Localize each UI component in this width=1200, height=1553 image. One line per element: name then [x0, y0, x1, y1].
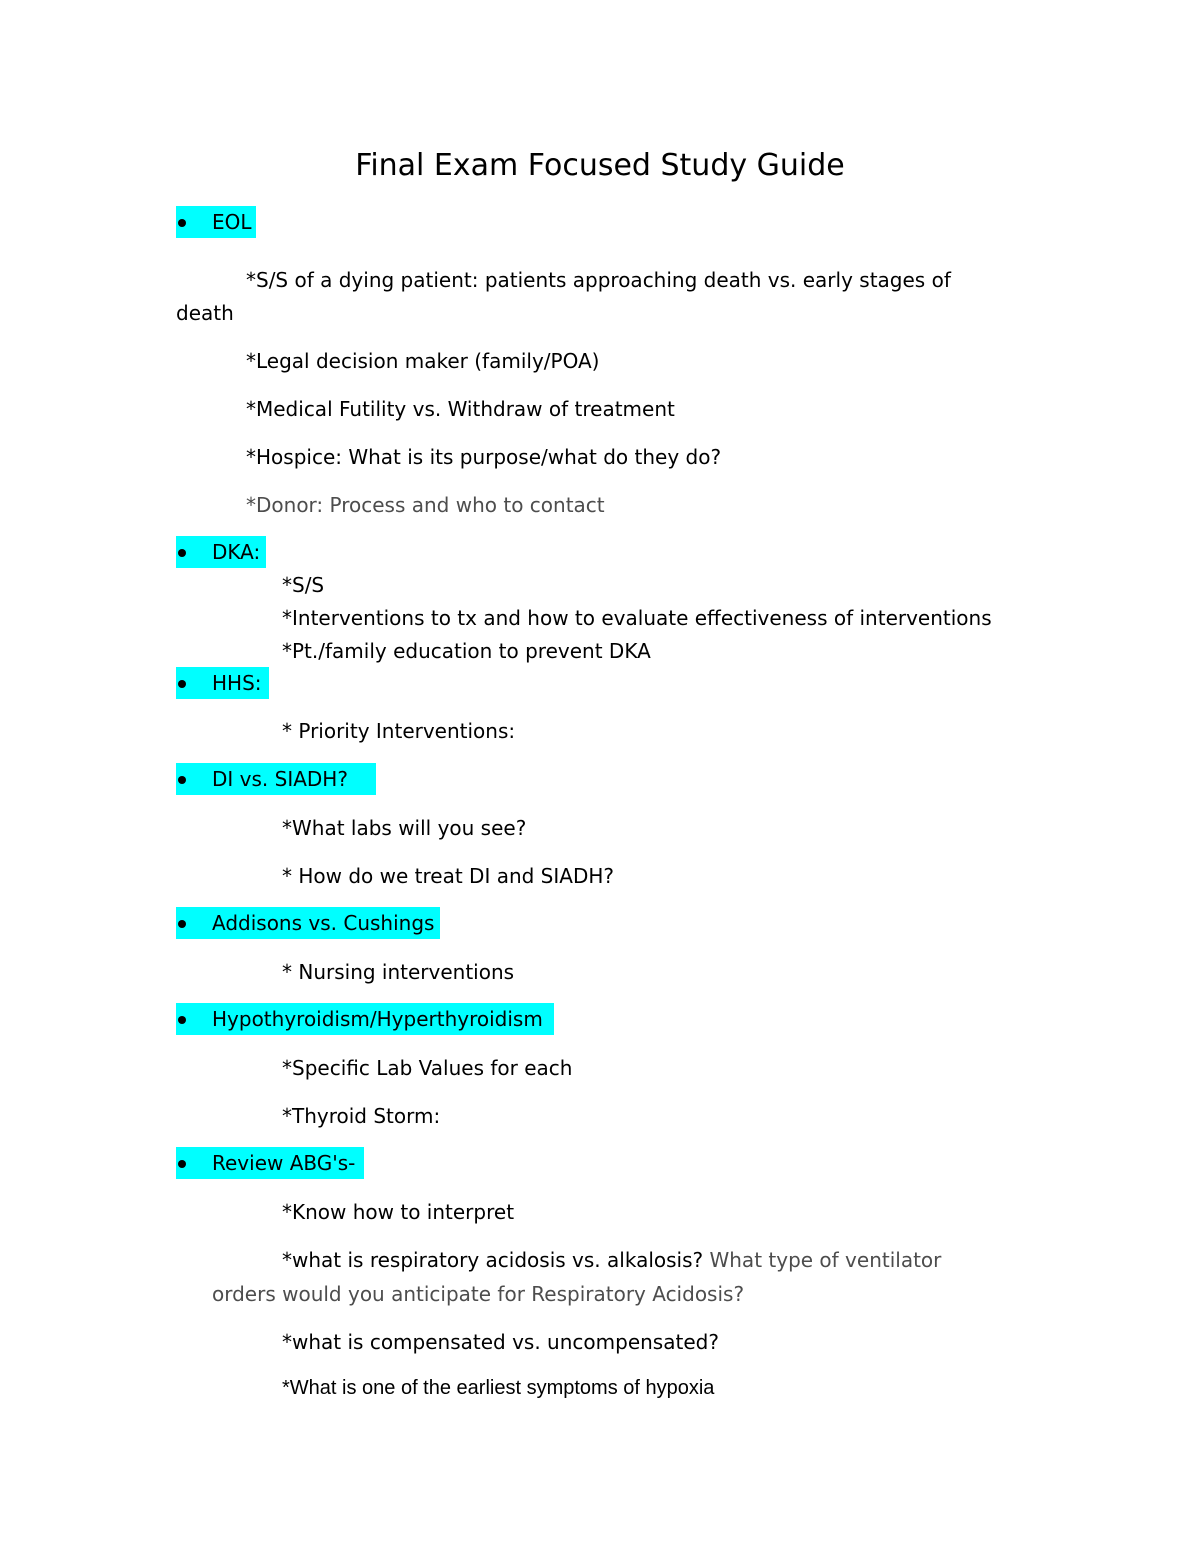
list-item: *Interventions to tx and how to evaluate effectiveness of interventions — [282, 606, 992, 630]
bullet-icon — [178, 1160, 186, 1168]
bullet-icon — [178, 776, 186, 784]
bullet-icon — [178, 549, 186, 557]
list-item: *what is compensated vs. uncompensated? — [282, 1330, 719, 1354]
bullet-icon — [178, 920, 186, 928]
list-item: *S/S of a dying patient: patients approaching death vs. early stages of — [246, 268, 951, 292]
list-item: * How do we treat DI and SIADH? — [282, 864, 615, 888]
list-item-part: *what is respiratory acidosis vs. alkalosis? — [282, 1248, 704, 1272]
list-item: * Priority Interventions: — [282, 719, 516, 743]
bullet-icon — [178, 680, 186, 688]
list-item: *Pt./family education to prevent DKA — [282, 639, 651, 663]
list-item: *Thyroid Storm: — [282, 1104, 441, 1128]
section-heading: DKA: — [212, 540, 261, 564]
list-item: *Specific Lab Values for each — [282, 1056, 573, 1080]
list-item: *S/S — [282, 573, 325, 597]
list-item: *Donor: Process and who to contact — [246, 493, 605, 517]
list-item: *Legal decision maker (family/POA) — [246, 349, 600, 373]
list-item: * Nursing interventions — [282, 960, 515, 984]
section-heading: DI vs. SIADH? — [212, 767, 348, 791]
section-heading: EOL — [212, 210, 252, 234]
section-heading: Addisons vs. Cushings — [212, 911, 435, 935]
section-heading: Hypothyroidism/Hyperthyroidism — [212, 1007, 543, 1031]
list-item — [282, 1246, 941, 1274]
list-item-part: What type of ventilator — [703, 1248, 942, 1272]
page-title: Final Exam Focused Study Guide — [355, 148, 845, 183]
list-item: *What labs will you see? — [282, 816, 527, 840]
section-heading: Review ABG's- — [212, 1151, 356, 1175]
list-item: *Hospice: What is its purpose/what do they do? — [246, 445, 722, 469]
bullet-icon — [178, 1016, 186, 1024]
list-item: orders would you anticipate for Respiratory Acidosis? — [212, 1282, 745, 1306]
list-item: death — [176, 301, 234, 325]
section-heading: HHS: — [212, 671, 262, 695]
list-item: *Medical Futility vs. Withdraw of treatment — [246, 397, 675, 421]
bullet-icon — [178, 219, 186, 227]
list-item: *What is one of the earliest symptoms of hypoxia — [282, 1377, 715, 1399]
list-item: *Know how to interpret — [282, 1200, 515, 1224]
